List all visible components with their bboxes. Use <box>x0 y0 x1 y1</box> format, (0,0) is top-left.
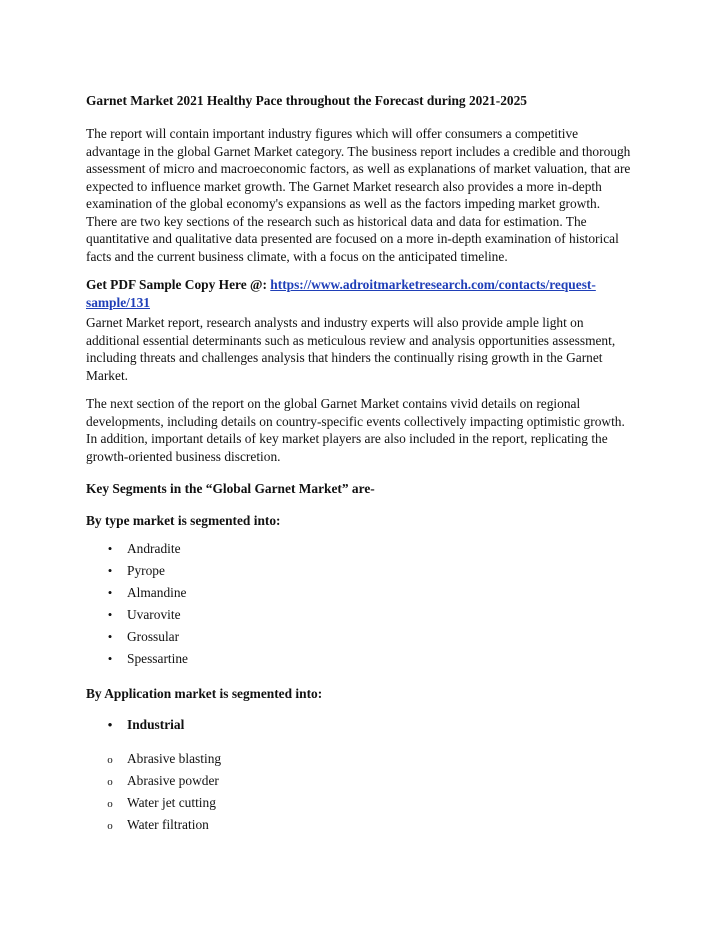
list-item <box>86 582 634 604</box>
list-item-label: Water filtration <box>127 817 209 832</box>
list-item <box>86 604 634 626</box>
bullet-icon <box>103 714 117 736</box>
application-list <box>86 748 634 836</box>
list-item-label: Grossular <box>127 629 180 644</box>
list-item <box>86 626 634 648</box>
document-title: Garnet Market 2021 Healthy Pace throughout the Forecast during 2021-2025 <box>86 93 527 108</box>
list-item <box>86 814 634 836</box>
list-item <box>86 748 634 770</box>
list-item-label: Abrasive powder <box>127 773 219 788</box>
key-segments-heading: Key Segments in the “Global Garnet Market” are- <box>86 481 375 496</box>
paragraph-2: Garnet Market report, research analysts and industry experts will also provide ample light on additional essential determinants such as meticulous review and analysis opportunities assessment, including threats and challenges analysis that hinders the continually rising growth in the Garnet Market. <box>86 315 616 383</box>
circle-bullet-icon <box>103 814 117 837</box>
bullet-icon <box>103 538 117 560</box>
list-item-label: Uvarovite <box>127 607 181 622</box>
bullet-icon <box>103 582 117 604</box>
circle-bullet-icon <box>103 792 117 815</box>
list-item <box>86 714 634 736</box>
bullet-icon <box>103 648 117 670</box>
type-list <box>86 538 634 670</box>
list-item-label: Almandine <box>127 585 187 600</box>
sample-copy-line <box>86 276 634 311</box>
list-item <box>86 648 634 670</box>
list-item-label: Water jet cutting <box>127 795 216 810</box>
list-item-label: Industrial <box>127 717 185 732</box>
list-item <box>86 770 634 792</box>
list-item <box>86 560 634 582</box>
bullet-icon <box>103 626 117 648</box>
sample-copy-label: Get PDF Sample Copy Here @: <box>86 277 271 292</box>
intro-paragraph: The report will contain important industry figures which will offer consumers a competitive advantage in the global Garnet Market category. The business report includes a credible and thorough assessment of micro and macroeconomic factors, as well as explanations of market valuation, that are expected to influence market growth. The Garnet Market research also provides a more in-depth examination of the global economy's expansions as well as the factors impeding market growth. There are two key sections of the research such as historical data and data for estimation. The quantitative and qualitative data presented are focused on a more in-depth examination of historical facts and the current business climate, with a focus on the anticipated timeline. <box>86 126 631 264</box>
list-item <box>86 538 634 560</box>
list-item-label: Andradite <box>127 541 181 556</box>
sample-copy-link[interactable]: https://www.adroitmarketresearch.com/contacts/request-sample/131 <box>86 277 596 310</box>
paragraph-3: The next section of the report on the global Garnet Market contains vivid details on regional developments, including details on country-specific events collectively impacting optimistic growth. In addition, important details of key market players are also included in the report, replicating the growth-oriented business discretion. <box>86 396 625 464</box>
bullet-icon <box>103 560 117 582</box>
type-heading: By type market is segmented into: <box>86 513 281 528</box>
circle-bullet-icon <box>103 770 117 793</box>
bullet-icon <box>103 604 117 626</box>
circle-bullet-icon <box>103 748 117 771</box>
list-item-label: Spessartine <box>127 651 188 666</box>
list-item <box>86 792 634 814</box>
application-heading: By Application market is segmented into: <box>86 686 323 701</box>
list-item-label: Pyrope <box>127 563 165 578</box>
list-item-label: Abrasive blasting <box>127 751 222 766</box>
application-group-list <box>86 714 634 736</box>
